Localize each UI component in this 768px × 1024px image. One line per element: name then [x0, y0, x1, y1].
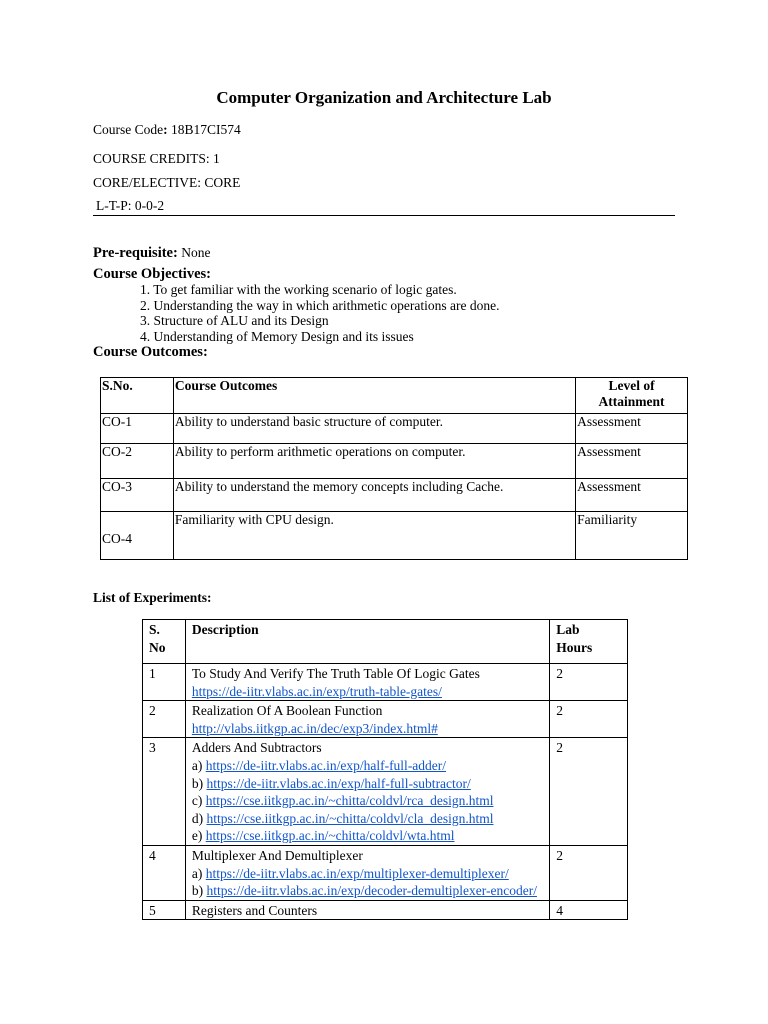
outcomes-header-row [101, 378, 688, 414]
experiment-link-prefix: b) [191, 883, 207, 899]
outcome-sno: CO-3 [101, 479, 174, 512]
experiment-sno: 3 [143, 738, 186, 846]
experiment-link-prefix: b) [191, 775, 207, 791]
experiment-row [143, 701, 628, 738]
experiment-sno: 5 [143, 900, 186, 920]
experiments-header-sno-line2: No [149, 639, 166, 655]
experiment-link-line [192, 683, 543, 701]
experiment-hours: 2 [550, 664, 628, 701]
prerequisite-value: None [177, 245, 211, 260]
outcome-text: Ability to perform arithmetic operations on computer. [173, 444, 575, 479]
course-code-value: 18B17CI574 [167, 122, 241, 137]
experiment-link-line [192, 792, 543, 810]
outcomes-header-sno: S.No. [101, 378, 174, 414]
experiment-description [185, 900, 549, 920]
outcomes-header-level-line2: Attainment [598, 394, 665, 409]
outcome-level: Assessment [576, 479, 688, 512]
experiments-heading: List of Experiments: [93, 590, 212, 605]
experiment-link-prefix: a) [191, 865, 206, 881]
objective-item: 2. Understanding the way in which arithmetic operations are done. [140, 297, 500, 313]
outcome-row [101, 444, 688, 479]
experiment-link-prefix: d) [191, 810, 207, 826]
experiment-link[interactable]: https://cse.iitkgp.ac.in/~chitta/coldvl/wta.html [205, 828, 455, 844]
outcomes-table [100, 377, 688, 560]
outcomes-header-outcome: Course Outcomes [173, 378, 575, 414]
experiments-header-row [143, 620, 628, 664]
experiment-link[interactable]: https://de-iitr.vlabs.ac.in/exp/multiplexer-demultiplexer/ [205, 865, 509, 881]
outcome-row [101, 512, 688, 560]
experiment-link[interactable]: https://de-iitr.vlabs.ac.in/exp/decoder-demultiplexer-encoder/ [206, 883, 537, 899]
course-code-line [93, 122, 241, 138]
outcome-row [101, 414, 688, 444]
experiment-link-line [192, 720, 543, 738]
experiment-link[interactable]: https://de-iitr.vlabs.ac.in/exp/truth-table-gates/ [191, 683, 442, 699]
course-code-colon: : [163, 122, 168, 137]
objective-item: 4. Understanding of Memory Design and its issues [140, 328, 414, 344]
experiment-description [185, 664, 549, 701]
experiment-sno: 1 [143, 664, 186, 701]
experiment-row [143, 738, 628, 846]
experiment-title: To Study And Verify The Truth Table Of Logic Gates [191, 666, 480, 681]
experiment-row [143, 900, 628, 920]
experiment-link-prefix: e) [191, 828, 206, 844]
outcome-sno: CO-1 [101, 414, 174, 444]
experiments-header-sno-line1: S. [149, 622, 160, 637]
experiment-row [143, 845, 628, 900]
experiment-hours: 2 [550, 738, 628, 846]
experiment-row [143, 664, 628, 701]
experiments-header-description: Description [185, 620, 549, 664]
experiment-link-line [192, 775, 543, 793]
experiment-link-line [192, 882, 543, 900]
prerequisite-label: Pre-requisite: [93, 245, 178, 261]
outcomes-header-level-line1: Level of [608, 378, 655, 393]
experiment-link-prefix: c) [191, 793, 206, 809]
experiments-header-sno [143, 620, 186, 664]
objective-item: 3. Structure of ALU and its Design [140, 313, 329, 329]
experiment-description [185, 701, 549, 738]
experiments-header-hours-line2: Hours [556, 639, 593, 655]
outcome-text: Familiarity with CPU design. [173, 512, 575, 560]
experiment-description [185, 738, 549, 846]
experiment-link-prefix: a) [191, 757, 206, 773]
outcome-level: Familiarity [576, 512, 688, 560]
experiment-link[interactable]: https://cse.iitkgp.ac.in/~chitta/coldvl/cla_design.html [206, 810, 494, 826]
outcomes-heading: Course Outcomes: [93, 344, 208, 360]
experiment-hours: 4 [550, 900, 628, 920]
experiment-hours: 2 [550, 701, 628, 738]
outcome-sno: CO-4 [101, 512, 174, 560]
outcomes-header-level [576, 378, 688, 414]
course-code-label: Course Code [93, 122, 164, 137]
experiment-link[interactable]: http://vlabs.iitkgp.ac.in/dec/exp3/index.html# [191, 720, 438, 736]
experiment-link[interactable]: https://cse.iitkgp.ac.in/~chitta/coldvl/rca_design.html [205, 793, 494, 809]
core-elective: CORE/ELECTIVE: CORE [93, 175, 241, 190]
prerequisite-line [93, 245, 210, 262]
objectives-list [140, 282, 500, 344]
objectives-heading: Course Objectives: [93, 266, 211, 282]
experiment-title: Realization Of A Boolean Function [191, 703, 383, 719]
experiment-link[interactable]: https://de-iitr.vlabs.ac.in/exp/half-full-adder/ [205, 757, 447, 773]
course-credits: COURSE CREDITS: 1 [93, 151, 220, 166]
experiment-title: Adders And Subtractors [191, 740, 322, 756]
experiment-title: Multiplexer And Demultiplexer [191, 847, 363, 863]
experiment-title: Registers and Counters [191, 902, 318, 918]
document-title: Computer Organization and Architecture Lab [216, 88, 552, 107]
experiments-table [142, 619, 628, 920]
outcome-row [101, 479, 688, 512]
experiment-sno: 2 [143, 701, 186, 738]
outcome-level: Assessment [576, 444, 688, 479]
outcome-text: Ability to understand basic structure of computer. [173, 414, 575, 444]
header-divider [93, 215, 675, 216]
experiment-link-line [192, 827, 543, 845]
ltp: L-T-P: 0-0-2 [96, 198, 165, 213]
experiments-header-hours [550, 620, 628, 664]
outcome-level: Assessment [576, 414, 688, 444]
outcome-text: Ability to understand the memory concepts including Cache. [173, 479, 575, 512]
experiment-link-line [192, 865, 543, 883]
experiment-sno: 4 [143, 845, 186, 900]
experiment-description [185, 845, 549, 900]
outcome-sno: CO-2 [101, 444, 174, 479]
experiment-link[interactable]: https://de-iitr.vlabs.ac.in/exp/half-full-subtractor/ [206, 775, 471, 791]
experiment-link-line [192, 810, 543, 828]
experiment-hours: 2 [550, 845, 628, 900]
experiments-header-hours-line1: Lab [556, 622, 580, 637]
objective-item: 1. To get familiar with the working scenario of logic gates. [140, 282, 457, 297]
experiment-link-line [192, 757, 543, 775]
